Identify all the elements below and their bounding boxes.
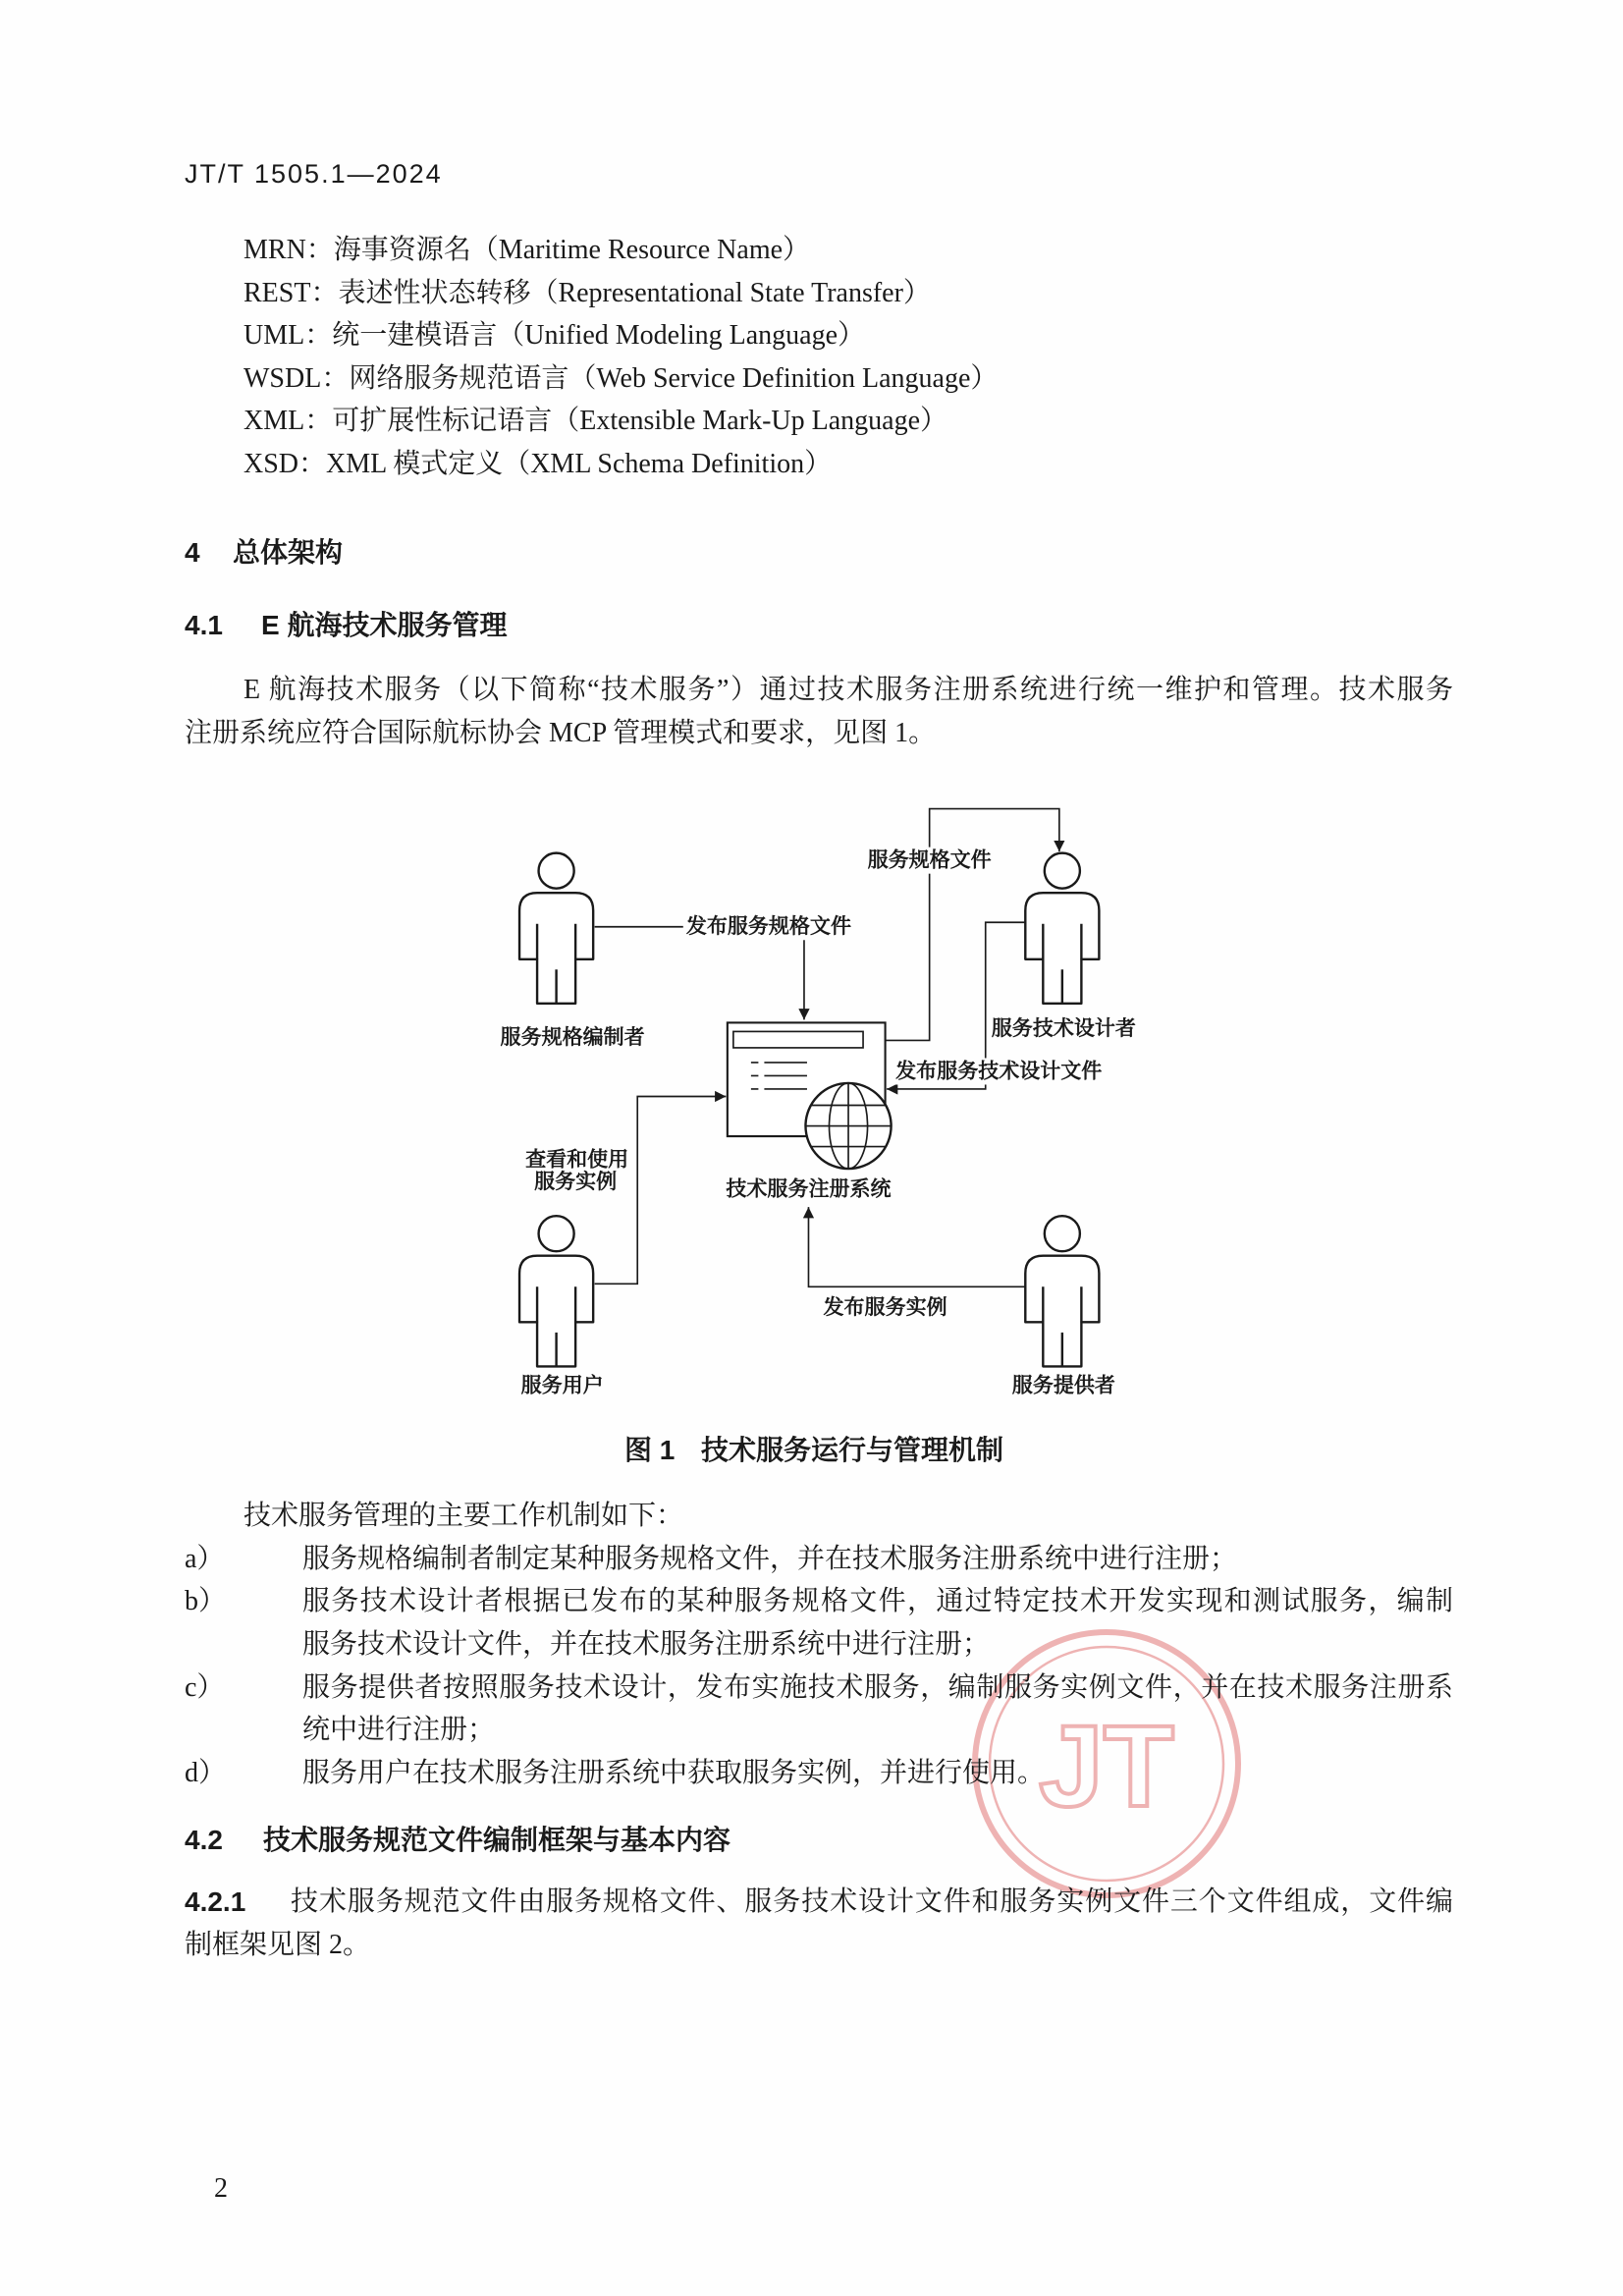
list-item-text: 统中进行注册； bbox=[302, 1715, 496, 1746]
list-item-label: c） bbox=[185, 1671, 225, 1703]
abbreviation-item: XML：可扩展性标记语言（Extensible Mark-Up Language） bbox=[243, 406, 947, 437]
watermark-text: JT bbox=[1039, 1702, 1174, 1831]
person-icon-user bbox=[519, 1216, 593, 1366]
flow-label-spec-file: 服务规格文件 bbox=[867, 848, 992, 872]
list-item-text: 服务技术设计文件，并在技术服务注册系统中进行注册； bbox=[302, 1628, 991, 1660]
page-number: 2 bbox=[214, 2173, 228, 2205]
figure-caption-title: 技术服务运行与管理机制 bbox=[701, 1435, 1004, 1466]
actor-label-provider: 服务提供者 bbox=[1011, 1374, 1115, 1397]
section-4-title: 总体架构 bbox=[233, 537, 344, 569]
list-item-label: b） bbox=[185, 1586, 227, 1617]
actor-label-designer: 服务技术设计者 bbox=[991, 1016, 1136, 1040]
list-item bbox=[185, 1580, 1453, 1666]
flow-label-publish-design: 发布服务技术设计文件 bbox=[895, 1060, 1103, 1083]
abbreviation-item: WSDL：网络服务规范语言（Web Service Definition Language） bbox=[243, 362, 999, 394]
person-icon-provider bbox=[1025, 1216, 1099, 1366]
figure-1-diagram bbox=[487, 790, 1165, 1409]
person-icon-spec-author bbox=[519, 853, 593, 1004]
globe-icon bbox=[805, 1083, 891, 1169]
connector-publish-instance bbox=[808, 1207, 1025, 1286]
abbreviation-item: REST：表述性状态转移（Representational State Transfer） bbox=[243, 277, 931, 308]
list-item-text: 服务技术设计者根据已发布的某种服务规格文件，通过特定技术开发实现和测试服务，编制 bbox=[302, 1586, 1453, 1617]
section-4-2-title: 技术服务规范文件编制框架与基本内容 bbox=[263, 1825, 731, 1856]
clause-line: 技术服务规范文件由服务规格文件、服务技术设计文件和服务实例文件三个文件组成，文件编 bbox=[291, 1886, 1453, 1918]
flow-label-view-use-line2: 服务实例 bbox=[534, 1171, 618, 1194]
list-item bbox=[185, 1752, 1453, 1795]
mechanism-list bbox=[185, 1538, 1453, 1795]
list-item bbox=[185, 1538, 1453, 1581]
list-item-text: 服务规格编制者制定某种服务规格文件，并在技术服务注册系统中进行注册； bbox=[302, 1543, 1238, 1574]
list-item-label: d） bbox=[185, 1757, 227, 1788]
clause-4-2-1-number: 4.2.1 bbox=[185, 1886, 246, 1918]
abbreviation-item: UML：统一建模语言（Unified Modeling Language） bbox=[243, 320, 866, 352]
paragraph-line: E 航海技术服务（以下简称“技术服务”）通过技术服务注册系统进行统一维护和管理。技术服务 bbox=[243, 675, 1453, 706]
list-item-label: a） bbox=[185, 1543, 225, 1574]
abbreviation-item: XSD：XML 模式定义（XML Schema Definition） bbox=[243, 448, 833, 479]
connector-publish-spec bbox=[595, 927, 804, 1020]
document-number-header: JT/T 1505.1—2024 bbox=[185, 159, 443, 189]
flow-label-view-use-line1: 查看和使用 bbox=[525, 1148, 629, 1172]
person-icon-designer bbox=[1025, 853, 1099, 1004]
section-4-1-title: E 航海技术服务管理 bbox=[261, 610, 508, 641]
abbreviation-list bbox=[243, 229, 998, 486]
clause-line: 制框架见图 2。 bbox=[185, 1929, 371, 1960]
mechanism-intro: 技术服务管理的主要工作机制如下： bbox=[243, 1501, 684, 1532]
actor-label-spec-author: 服务规格编制者 bbox=[500, 1025, 645, 1049]
flow-label-publish-spec: 发布服务规格文件 bbox=[685, 915, 851, 939]
section-4-1-number: 4.1 bbox=[185, 610, 223, 641]
list-item-text: 服务提供者按照服务技术设计，发布实施技术服务，编制服务实例文件，并在技术服务注册系 bbox=[302, 1671, 1453, 1703]
list-item-text: 服务用户在技术服务注册系统中获取服务实例，并进行使用。 bbox=[302, 1757, 1046, 1788]
actor-label-user: 服务用户 bbox=[520, 1374, 604, 1397]
abbreviation-item: MRN：海事资源名（Maritime Resource Name） bbox=[243, 235, 811, 265]
flow-label-publish-instance: 发布服务实例 bbox=[823, 1295, 947, 1319]
system-label: 技术服务注册系统 bbox=[726, 1177, 892, 1201]
figure-caption-label: 图 1 bbox=[624, 1435, 676, 1466]
section-4-2-number: 4.2 bbox=[185, 1825, 223, 1856]
list-item bbox=[185, 1667, 1453, 1752]
section-4-number: 4 bbox=[185, 537, 200, 569]
paragraph-line: 注册系统应符合国际航标协会 MCP 管理模式和要求，见图 1。 bbox=[185, 717, 937, 748]
